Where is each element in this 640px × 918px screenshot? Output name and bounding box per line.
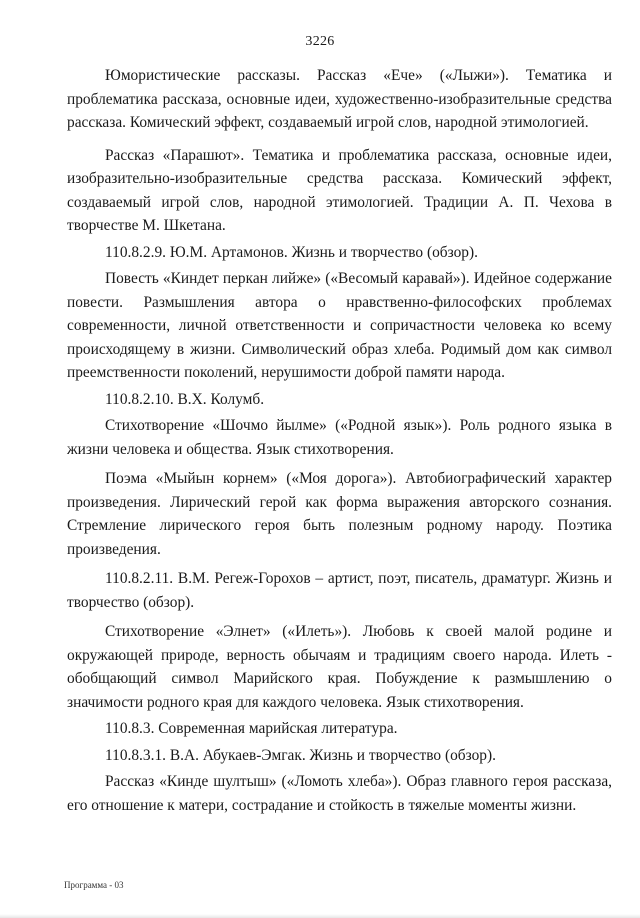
- paragraph-elnet: Стихотворение «Элнет» («Илеть»). Любовь к своей малой родине и окружающей природе, верность обычаям и традициям своего народа. Илеть - обобщающий символ Марийского края. Побуждение к размышлению о значимости родного края для каждого человека. Язык стихотворения.: [67, 623, 612, 711]
- document-body: [67, 64, 612, 817]
- footer-program-label: Программа - 03: [64, 880, 124, 890]
- paragraph-kindet-perkan: Повесть «Киндет перкан лийже» («Весомый каравай»). Идейное содержание повести. Размышления автора о нравственно-философских проблемах современности, личной ответственности и сопричастности человека ко всему происходящему в жизни. Символический образ хлеба. Родимый дом как символ преемственности поколений, нерушимости доброй памяти народа.: [67, 270, 612, 381]
- paragraph-kinde-shultysh: Рассказ «Кинде шултыш» («Ломоть хлеба»). Образ главного героя рассказа, его отношение к матери, сострадание и стойкость в тяжелые моменты жизни.: [67, 773, 612, 814]
- paragraph-shochmo-ylme: Стихотворение «Шочмо йылме» («Родной язык»). Роль родного языка в жизни человека и общества. Язык стихотворения.: [67, 417, 612, 458]
- section-heading-regezh-gorokhov: 110.8.2.11. В.М. Регеж-Горохов – артист, поэт, писатель, драматург. Жизнь и творчество (обзор).: [67, 570, 612, 611]
- paragraph-parachute-story: Рассказ «Парашют». Тематика и проблематика рассказа, основные идеи, изобразительно-изобразительные средства рассказа. Комический эффект, создаваемый игрой слов, народной этимологией. Традиции А. П. Чехова в творчестве М. Шкетана.: [67, 146, 612, 234]
- paragraph-humorous-stories: Юмористические рассказы. Рассказ «Ече» («Лыжи»). Тематика и проблематика рассказа, основные идеи, художественно-изобразительные средства рассказа. Комический эффект, создаваемый игрой слов, народной этимологией.: [67, 67, 612, 131]
- section-heading-modern-literature: 110.8.3. Современная марийская литература.: [105, 720, 398, 737]
- section-heading-artamonov: 110.8.2.9. Ю.М. Артамонов. Жизнь и творчество (обзор).: [105, 243, 478, 261]
- paragraph-myyyn-kornem: Поэма «Мыйын корнем» («Моя дорога»). Автобиографический характер произведения. Лирический герой как форма выражения авторского сознания. Стремление лирического героя быть полезным родному народу. Поэтика произведения.: [67, 470, 612, 558]
- scan-edge-divider: [0, 914, 640, 918]
- page-number: 3226: [305, 34, 335, 49]
- section-heading-kolumb: 110.8.2.10. В.Х. Колумб.: [105, 390, 265, 408]
- section-heading-abukaev-emgak: 110.8.3.1. В.А. Абукаев-Эмгак. Жизнь и творчество (обзор).: [105, 746, 496, 764]
